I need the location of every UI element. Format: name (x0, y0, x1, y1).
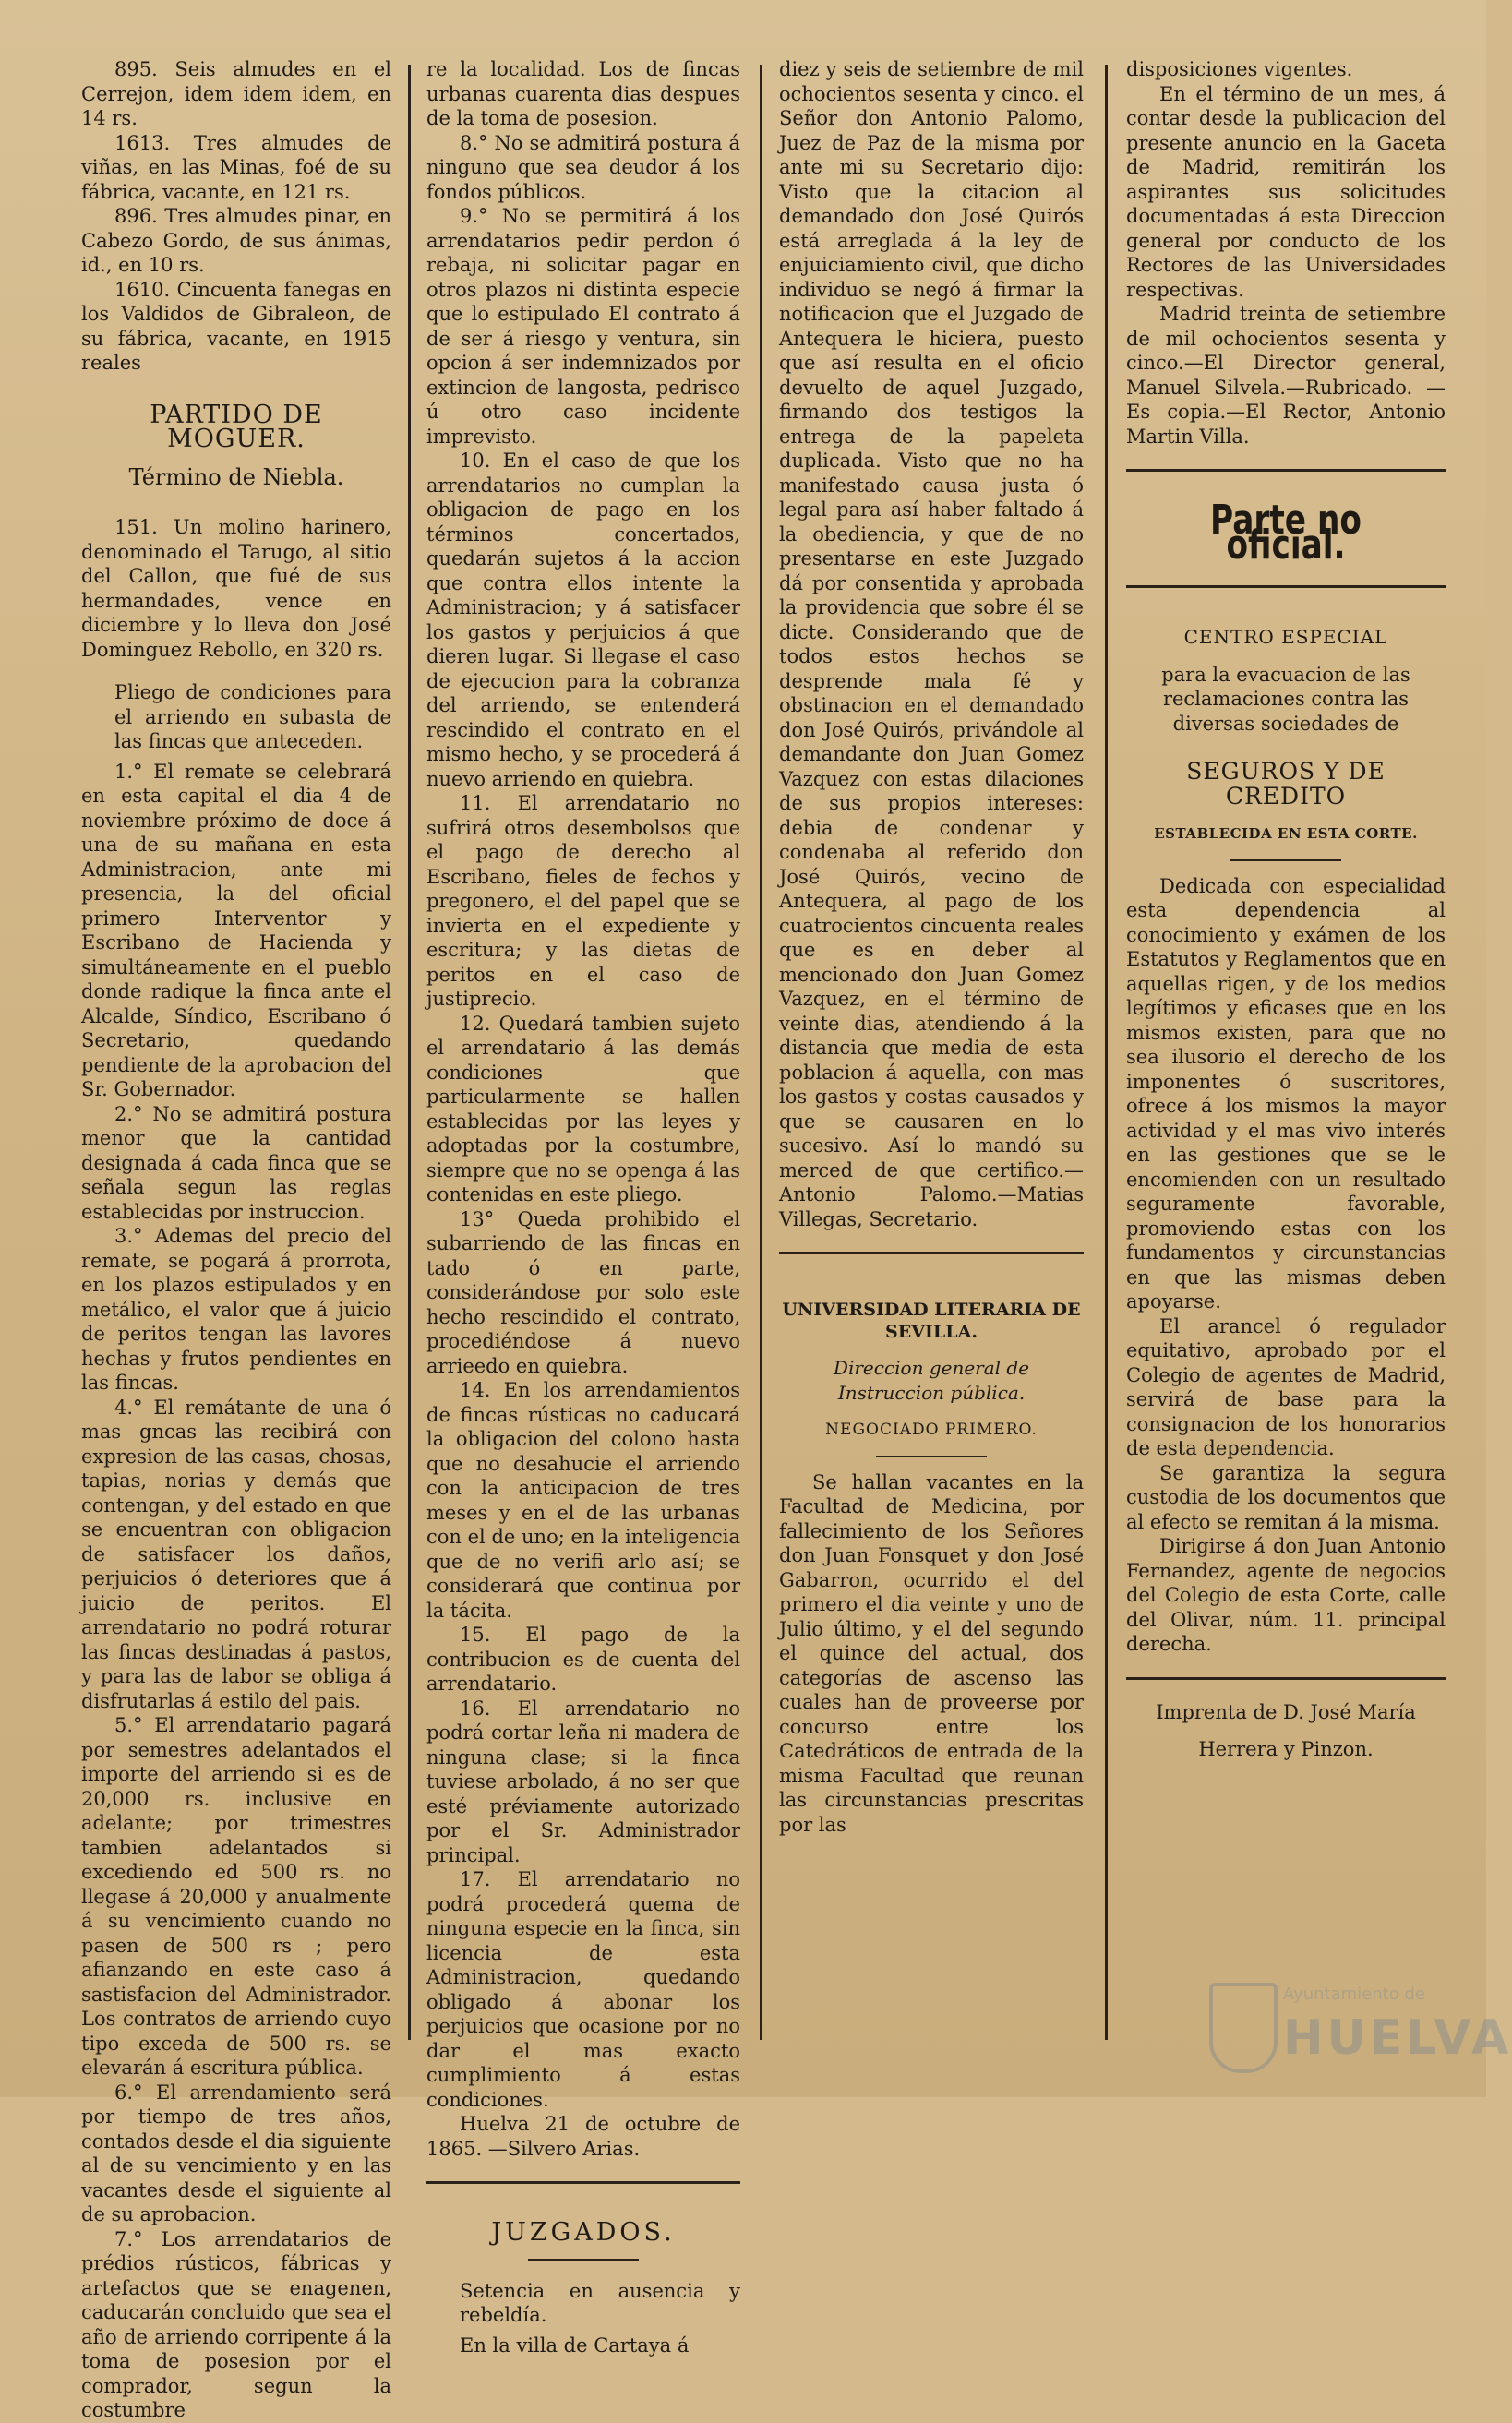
paragraph: 14. En los arrendamientos de fincas rústicas no caducará la obligacion del colono hasta que no desahucie el arriendo con la anticipacion de tres meses y en el de las urbanas con el de uno; en la inteligencia que de no verifi arlo así; se considerará que continua por la tácita. (426, 1379, 740, 1622)
paragraph: 4.° El remátante de una ó mas gncas las recibirá con expresion de las casas, chosas, tapias, norias y demás que contengan, y del estado en que se encuentran con obligacion de satisfacer los daños, perjuicios ó deteriores que á juicio de peritos. El arrendatario no podrá roturar las fincas destinadas á pastos, y para las de labor se obliga á disfrutarlas á estilo del pais. (81, 1396, 391, 1712)
section-rule (426, 2181, 740, 2184)
paragraph: 12. Quedará tambien sujeto el arrendatario á las demás condiciones que particularmente se hallen establecidas por las leyes y adoptadas por la costumbre, siempre que no se openga á las contenidas en este pliego. (426, 1012, 740, 1206)
paragraph: re la localidad. Los de fincas urbanas cuarenta dias despues de la toma de posesion. (426, 58, 740, 129)
paragraph: 13° Queda prohibido el subarriendo de las fincas en tado ó en parte, considerándose por solo este hecho rescindido el contrato, procediéndose á nuevo arrieedo en quiebra. (426, 1207, 740, 1377)
paragraph: Pliego de condiciones para el arriendo en subasta de las fincas que anteceden. (114, 681, 391, 752)
paragraph: Setencia en ausencia y rebeldía. (460, 2279, 740, 2326)
paragraph: Se hallan vacantes en la Facultad de Medicina, por fallecimiento de los Señores don Juan Fonsquet y don José Gabarron, ocurrido el del primero el dia veinte y uno de Julio último, y el del segundo el quince del actual, dos categorías de ascenso las cuales han de proveerse por concurso entre los Catedráticos de entrada de la misma Facultad que reunan las circunstancias prescritas por las (779, 1470, 1084, 1836)
section-rule (779, 1252, 1084, 1254)
paragraph: El arancel ó regulador equitativo, aprobado por el Colegio de agentes de Madrid, servirá de base para la consignacion de los honorarios de esta dependencia. (1126, 1314, 1446, 1459)
paragraph: 5.° El arrendatario pagará por semestres adelantados el importe del arriendo si es de 20,000 rs. inclusive en adelante; por trimestres tambien adelantados si excediendo ed 500 rs. no llegase á 20,000 y anualmente á su vencimiento cuando no pasen de 500 rs ; pero afianzando en este caso á sastisfacion del Administrador. Los contratos de arriendo cuyo tipo exceda de 500 rs. se elevarán á escritura pública. (81, 1714, 391, 2079)
archive-watermark (1200, 1975, 1512, 2077)
paragraph: 2.° No se admitirá postura menor que la cantidad designada á cada finca que se señala segun las reglas establecidas por instruccion. (81, 1102, 391, 1223)
column-1 (81, 57, 391, 2423)
section-heading: Término de Niebla. (128, 463, 344, 490)
section-rule (1126, 469, 1446, 472)
paragraph: 17. El arrendatario no podrá procederá quema de ninguna especie en la finca, sin licencia de esta Administracion, quedando obligado á abonar los perjuicios que ocasione por no dar el mas exacto cumplimiento á estas condiciones. (426, 1868, 740, 2111)
section-heading: UNIVERSIDAD LITERARIA DE SEVILLA. (782, 1300, 1081, 1342)
column-rule-1 (408, 65, 411, 2040)
column-4 (1126, 57, 1446, 1775)
paragraph: 1.° El remate se celebrará en esta capital el dia 4 de noviembre próximo de doce á una de su mañana en esta Administracion, ante mi presencia, la del oficial primero Interventor y Escribano de Hacienda y simultáneamente en el pueblo donde radique la finca ante el Alcalde, Síndico, Escribano ó Secretario, quedando pendiente de la aprobacion del Sr. Gobernador. (81, 760, 391, 1100)
section-heading: Parte no oficial. (1210, 497, 1362, 569)
paragraph: 8.° No se admitirá postura á ninguno que sea deudor á los fondos públicos. (426, 131, 740, 203)
section-heading: NEGOCIADO PRIMERO. (825, 1421, 1038, 1439)
paragraph: diez y seis de setiembre de mil ochocientos sesenta y cinco. el Señor don Antonio Palomo, Juez de Paz de la misma por ante mi su Secretario dijo: Visto que la citacion al demandado don José Quirós está arreglada á la ley de enjuiciamiento civil, que dicho individuo se negó á firmar la notificacion que el Juzgado de Antequera le hiciera, puesto que así resulta en el oficio devuelto de aquel Juzgado, firmando dos testigos la entrega de la papeleta duplicada. Visto que no ha manifestado causa justa ó legal para así haber faltado á la obediencia, y que de no presentarse en este Juzgado dá por consentida y aprobada la providencia que sobre él se dicte. Considerando que de todos estos hechos se desprende mala fé y obstinacion en el demandado don José Quirós, privándole al demandante don Juan Gomez Vazquez con estas dilaciones de sus propios intereses: debia de condenar y condenaba al referido don José Quirós, vecino de Antequera, al pago de los cuatrocientos cincuenta reales que es en deber al mencionado don Juan Gomez Vazquez, en el término de veinte dias, atendiendo á la distancia que media de esta poblacion á aquella, con mas los gastos y costas causados y que se causaren en lo sucesivo. Así lo mandó su merced de que certifico.—Antonio Palomo.—Matias Villegas, Secretario. (779, 58, 1084, 1230)
column-rule-3 (1105, 65, 1108, 2040)
column-rule-2 (760, 65, 762, 2040)
paragraph: 9.° No se permitirá á los arrendatarios pedir perdon ó rebaja, ni solicitar pagar en otros plazos ni distinta especie que lo estipulado El contrato á de ser á riesgo y ventura, sin opcion á ser indemnizados por extincion de langosta, pedrisco ú otro caso incidente imprevisto. (426, 205, 740, 448)
watermark-big-text: HUELVA (1283, 2010, 1512, 2066)
paragraph: 15. El pago de la contribucion es de cuenta del arrendatario. (426, 1624, 740, 1695)
section-heading: Herrera y Pinzon. (1198, 1738, 1374, 1760)
paragraph: disposiciones vigentes. (1126, 58, 1353, 80)
section-heading: PARTIDO DE MOGUER. (150, 400, 323, 453)
paragraph: Se garantiza la segura custodia de los documentos que al efecto se remitan á la misma. (1126, 1461, 1446, 1533)
section-heading: CENTRO ESPECIAL (1183, 626, 1388, 648)
paragraph: 896. Tres almudes pinar, en Cabezo Gordo, de sus ánimas, id., en 10 rs. (81, 205, 391, 276)
paragraph: 1610. Cincuenta fanegas en los Valdidos de Gibraleon, de su fábrica, vacante, en 1915 reales (81, 278, 391, 374)
paragraph: 16. El arrendatario no podrá cortar leña ni madera de ninguna clase; si la finca tuviese arbolado, á no ser que esté préviamente autorizado por el Sr. Administrador principal. (426, 1697, 740, 1866)
column-3 (779, 57, 1084, 1837)
column-2 (426, 57, 740, 2357)
section-rule (1126, 585, 1446, 588)
paragraph: 7.° Los arrendatarios de prédios rústicos, fábricas y artefactos que se enagenen, caducarán concluido que sea el año de arriendo corripente á la toma de posesion por el comprador, segun la costumbre (81, 2227, 391, 2421)
paragraph: 3.° Ademas del precio del remate, se pogará á prorrota, en los plazos estipulados y en metálico, el valor que á juicio de peritos tengan las lavores hechas y frutos pendientes en las fincas. (81, 1225, 391, 1394)
paragraph: 6.° El arrendamiento será por tiempo de tres años, contados desde el dia siguiente al de su vencimiento y en las vacantes desde el siguiente al de su aprobacion. (81, 2081, 391, 2225)
paragraph: 1613. Tres almudes de viñas, en las Minas, foé de su fábrica, vacante, en 121 rs. (81, 131, 391, 203)
section-heading: Direccion general de Instruccion pública. (833, 1357, 1030, 1404)
paragraph: Dirigirse á don Juan Antonio Fernandez, agente de negocios del Colegio de esta Corte, calle del Olivar, núm. 11. principal derecha. (1126, 1535, 1446, 1655)
paragraph: Dedicada con especialidad esta dependencia al conocimiento y exámen de los Estatutos y Reglamentos que en aquellas rigen, y de los medios legítimos y eficases que en los mismos existen, para que no sea ilusorio el derecho de los imponentes ó suscritores, ofrece á los mismos la mayor actividad y el mas vivo interés en las gestiones que se le encomienden con un resultado seguramente favorable, promoviendo estas con los fundamentos y circunstancias en que las mismas deben apoyarse. (1126, 874, 1446, 1313)
section-rule (1126, 1677, 1446, 1680)
paragraph: Madrid treinta de setiembre de mil ochocientos sesenta y cinco.—El Director general, Manuel Silvela.—Rubricado. —Es copia.—El Rector, Antonio Martin Villa. (1126, 303, 1446, 448)
paragraph: En la villa de Cartaya á (460, 2333, 690, 2357)
shield-icon (1209, 1983, 1278, 2073)
section-heading: SEGUROS Y DE CREDITO (1186, 758, 1386, 810)
section-heading: Imprenta de D. José María (1156, 1700, 1416, 1723)
section-heading: para la evacuacion de las reclamaciones contra las diversas sociedades de (1161, 663, 1410, 735)
section-heading: ESTABLECIDA EN ESTA CORTE. (1154, 825, 1418, 842)
watermark-small-text: Ayuntamiento de (1283, 1985, 1425, 2004)
paragraph: 895. Seis almudes en el Cerrejon, idem idem idem, en 14 rs. (81, 58, 391, 129)
ornament-rule (876, 1456, 987, 1457)
ornament-rule (1230, 859, 1341, 861)
paragraph: Huelva 21 de octubre de 1865. —Silvero Arias. (426, 2113, 740, 2160)
paragraph: 11. El arrendatario no sufrirá otros desembolsos que el pago de derecho al Escribano, fieles de fechos y pregonero, el del papel que se invierta en el expediente y escritura; y las dietas de peritos en el caso de justiprecio. (426, 792, 740, 1010)
ornament-rule (528, 2259, 639, 2261)
section-heading: JUZGADOS. (491, 2218, 676, 2247)
paragraph: 10. En el caso de que los arrendatarios no cumplan la obligacion de pago en los términos concertados, quedarán sujetos á la accion que contra ellos intente la Administracion; y á satisfacer los gastos y perjuicios á que dieren lugar. Si llegase el caso de ejecucion para la cobranza del arriendo, se entenderá rescindido el contrato en el mismo hecho, y se procederá á nuevo arriendo en quiebra. (426, 450, 740, 790)
paragraph: En el término de un mes, á contar desde la publicacion del presente anuncio en la Gaceta de Madrid, remitirán los aspirantes sus solicitudes documentadas á esta Direccion general por conducto de los Rectores de las Universidades respectivas. (1126, 82, 1446, 301)
paragraph: 151. Un molino harinero, denominado el Tarugo, al sitio del Callon, que fué de sus hermandades, vence en diciembre y lo lleva don José Dominguez Rebollo, en 320 rs. (81, 516, 391, 661)
